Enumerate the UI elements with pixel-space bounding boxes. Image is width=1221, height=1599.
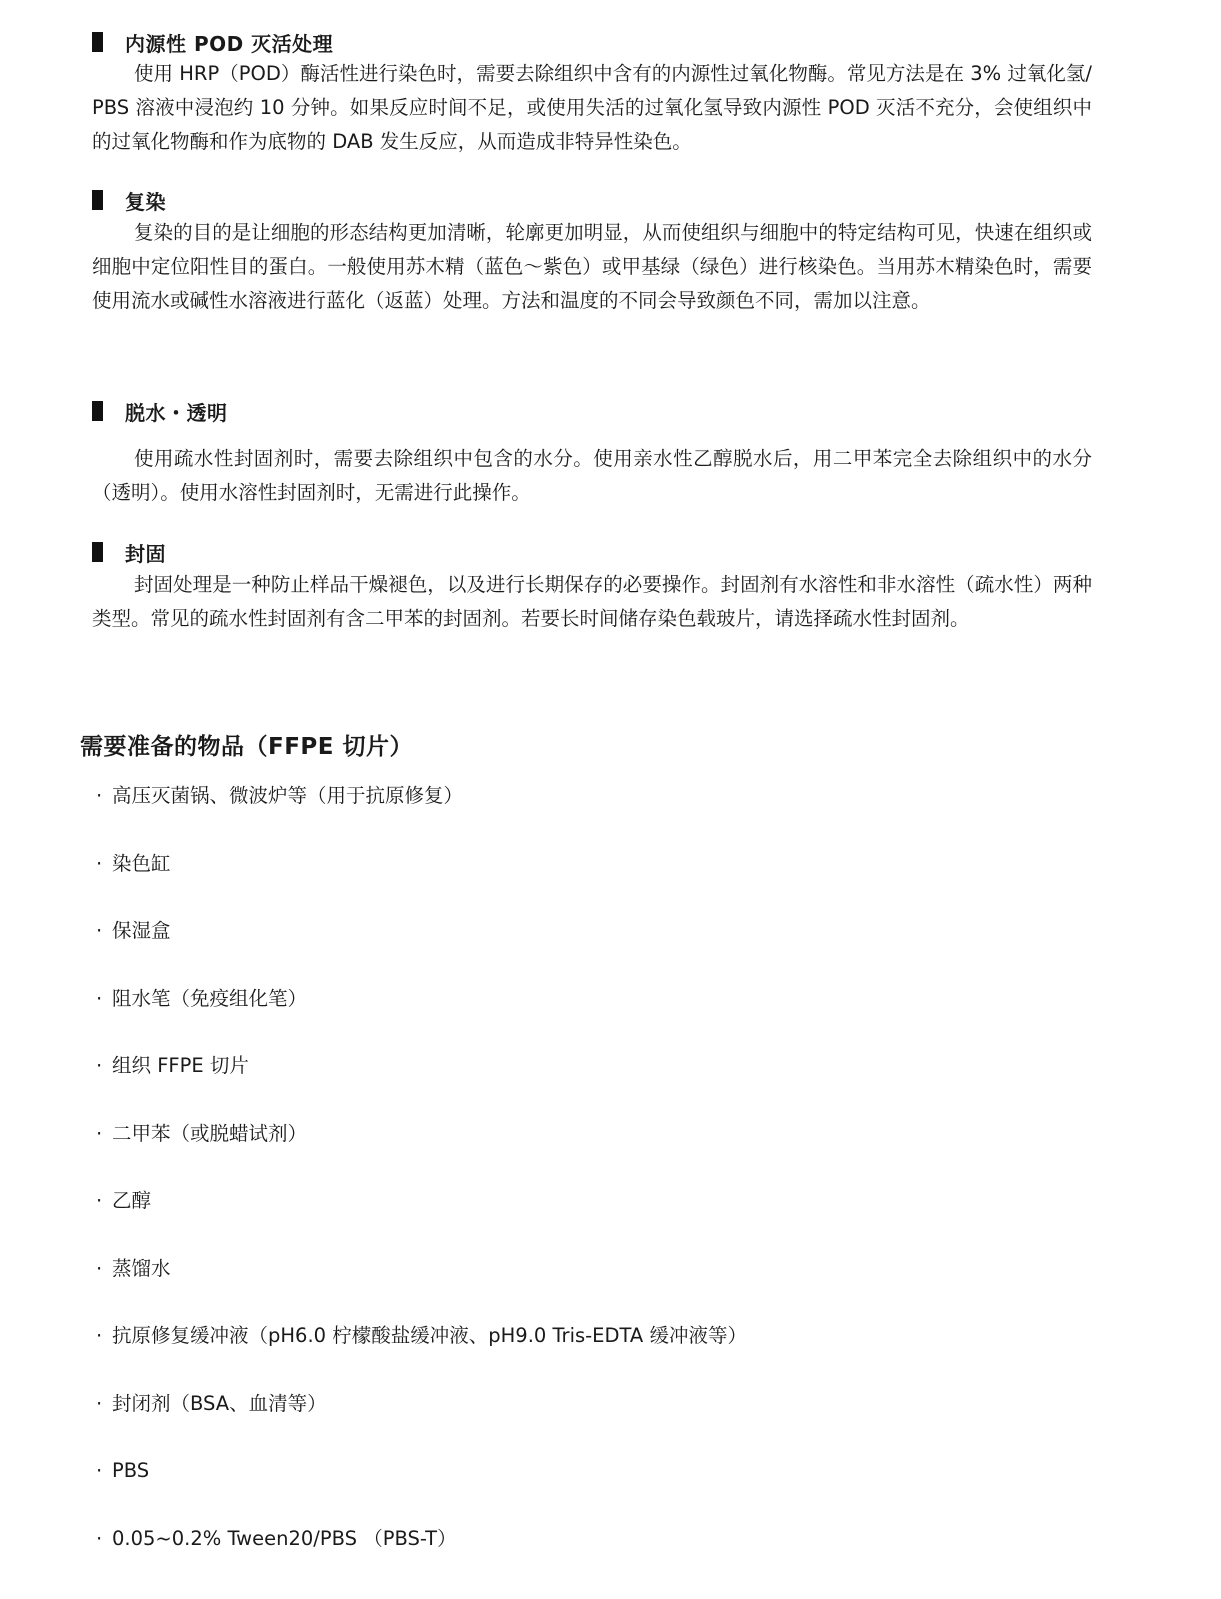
dot-bullet-icon: · <box>96 986 103 1010</box>
section-pod-inactivation <box>92 27 1092 159</box>
dot-bullet-icon: · <box>96 784 103 807</box>
list-item <box>96 915 747 983</box>
dot-bullet-icon: · <box>96 1256 103 1280</box>
list-item-text: 二甲苯（或脱蜡试剂） <box>112 1121 308 1145</box>
list-item-text: 阻水笔（免疫组化笔） <box>112 986 308 1010</box>
list-item <box>96 1185 747 1253</box>
list-item <box>96 1118 747 1186</box>
materials-list <box>96 780 747 1590</box>
list-item <box>96 1455 747 1523</box>
list-item <box>96 1388 747 1456</box>
section-mounting <box>92 537 1092 636</box>
section-counterstain <box>92 185 1092 318</box>
list-item-text: 乙醇 <box>112 1189 152 1212</box>
section-dehydration-clearing <box>92 396 1092 510</box>
materials-heading: 需要准备的物品（FFPE 切片） <box>80 734 413 760</box>
square-bullet-icon <box>92 32 103 52</box>
square-bullet-icon <box>92 190 103 210</box>
list-item <box>96 1523 747 1591</box>
section-title: 复染 <box>125 189 166 214</box>
section-header <box>92 185 1092 215</box>
list-item <box>96 848 747 916</box>
dot-bullet-icon: · <box>96 1459 103 1482</box>
section-title: 内源性 POD 灭活处理 <box>125 31 334 56</box>
square-bullet-icon <box>92 542 103 562</box>
dot-bullet-icon: · <box>96 1054 103 1077</box>
dot-bullet-icon: · <box>96 1324 103 1347</box>
dot-bullet-icon: · <box>96 1121 103 1145</box>
dot-bullet-icon: · <box>96 1526 103 1550</box>
list-item <box>96 1320 747 1388</box>
section-body: 使用 HRP（POD）酶活性进行染色时，需要去除组织中含有的内源性过氧化物酶。常见方法是在 3% 过氧化氢/ PBS 溶液中浸泡约 10 分钟。如果反应时间不足，或使用失活的过氧化氢导致内源性 POD 灭活不充分，会使组织中的过氧化物酶和作为底物的 DAB 发生反应，从而造成非特异性染色。 <box>92 62 1092 153</box>
square-bullet-icon <box>92 401 103 421</box>
list-item-text: 组织 FFPE 切片 <box>112 1054 249 1077</box>
list-item-text: 0.05~0.2% Tween20/PBS （PBS-T） <box>112 1526 457 1550</box>
dot-bullet-icon: · <box>96 919 103 942</box>
section-title: 脱水・透明 <box>125 400 228 425</box>
dot-bullet-icon: · <box>96 851 103 875</box>
list-item-text: 高压灭菌锅、微波炉等（用于抗原修复） <box>112 784 464 807</box>
list-item-text: 蒸馏水 <box>112 1256 171 1280</box>
list-item-text: 封闭剂（BSA、血清等） <box>112 1391 327 1415</box>
dot-bullet-icon: · <box>96 1189 103 1212</box>
section-header <box>92 396 1092 426</box>
list-item-text: PBS <box>112 1459 150 1482</box>
section-body: 封固处理是一种防止样品干燥褪色，以及进行长期保存的必要操作。封固剂有水溶性和非水溶性（疏水性）两种类型。常见的疏水性封固剂有含二甲苯的封固剂。若要长时间储存染色载玻片，请选择疏水性封固剂。 <box>92 573 1092 630</box>
list-item-text: 染色缸 <box>112 851 171 875</box>
list-item-text: 保湿盒 <box>112 919 171 942</box>
section-header <box>92 27 1092 57</box>
list-item <box>96 983 747 1051</box>
list-item <box>96 1253 747 1321</box>
dot-bullet-icon: · <box>96 1391 103 1415</box>
list-item-text: 抗原修复缓冲液（pH6.0 柠檬酸盐缓冲液、pH9.0 Tris-EDTA 缓冲液等） <box>112 1324 747 1347</box>
section-body: 使用疏水性封固剂时，需要去除组织中包含的水分。使用亲水性乙醇脱水后，用二甲苯完全去除组织中的水分（透明）。使用水溶性封固剂时，无需进行此操作。 <box>92 447 1092 504</box>
list-item <box>96 1050 747 1118</box>
section-header <box>92 537 1092 567</box>
section-title: 封固 <box>125 541 166 566</box>
list-item <box>96 780 747 848</box>
section-body: 复染的目的是让细胞的形态结构更加清晰，轮廓更加明显，从而使组织与细胞中的特定结构可见，快速在组织或细胞中定位阳性目的蛋白。一般使用苏木精（蓝色～紫色）或甲基绿（绿色）进行核染色。当用苏木精染色时，需要使用流水或碱性水溶液进行蓝化（返蓝）处理。方法和温度的不同会导致颜色不同，需加以注意。 <box>92 221 1092 312</box>
